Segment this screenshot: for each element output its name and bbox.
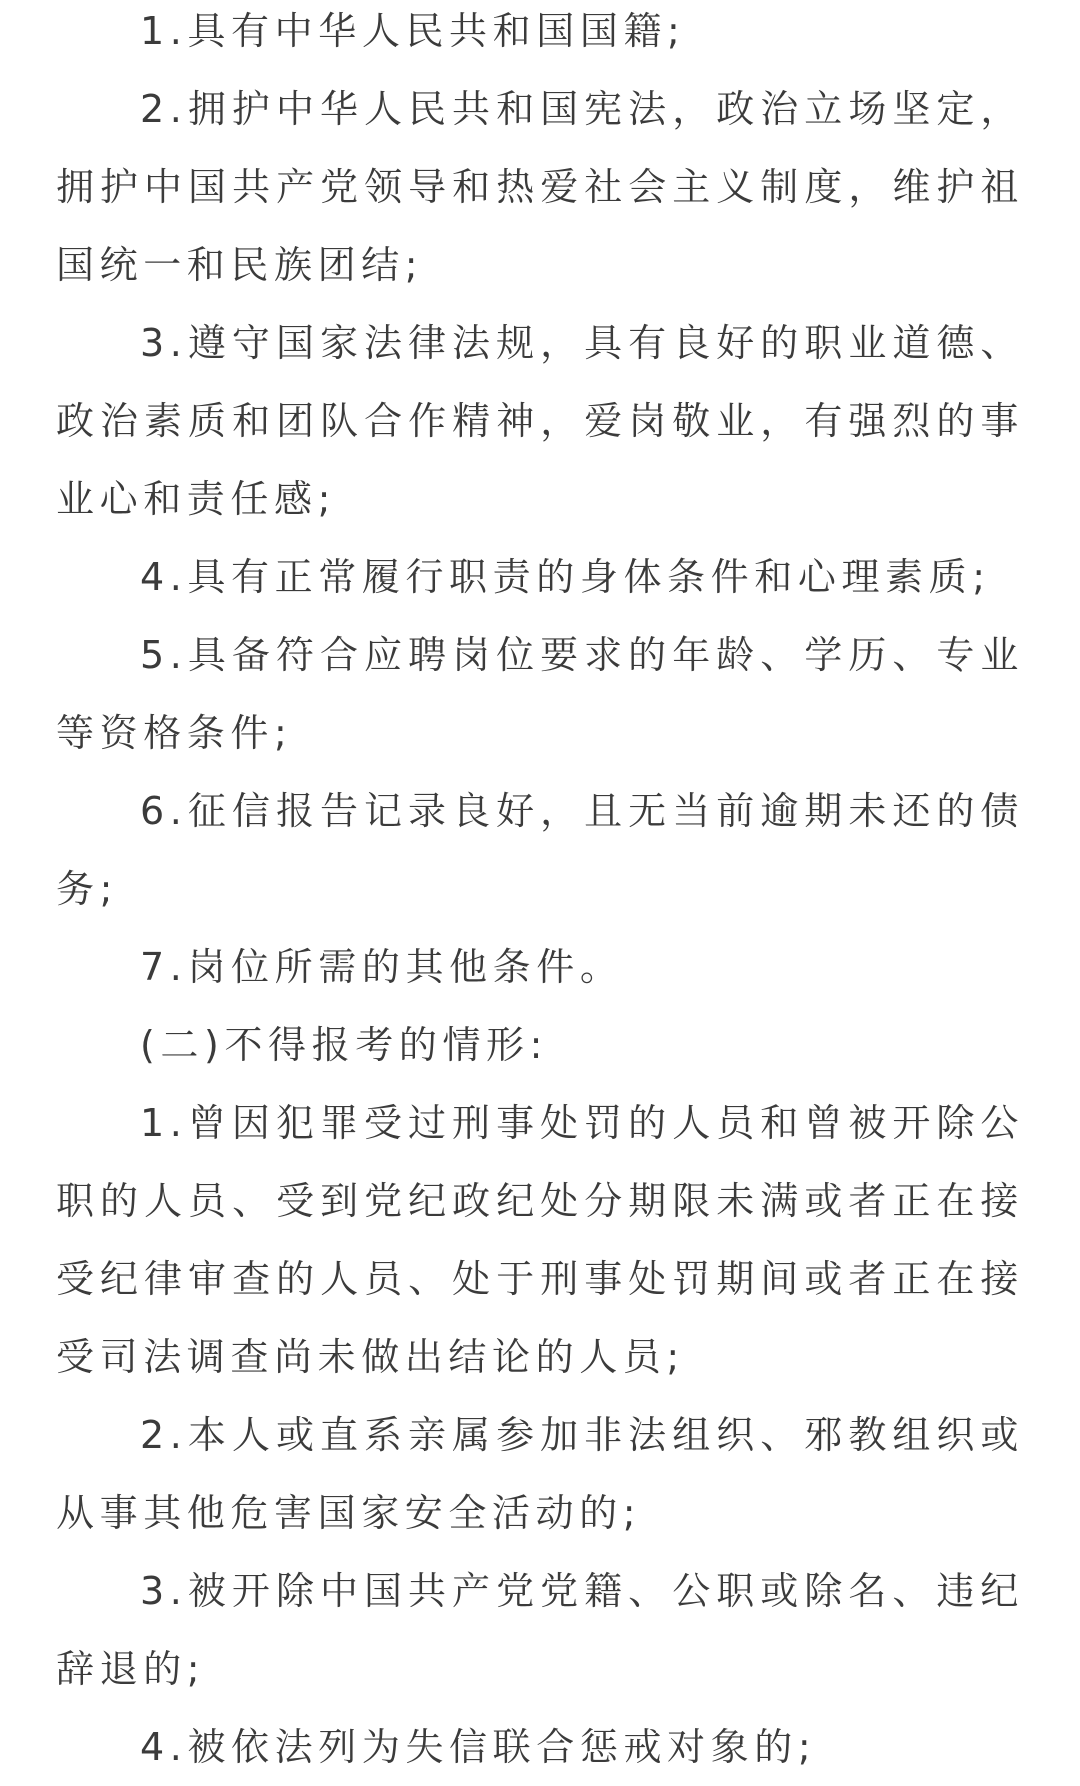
eligibility-item-3: 3.遵守国家法律法规，具有良好的职业道德、政治素质和团队合作精神，爱岗敬业，有强烈的事业心和责任感;	[56, 321, 1024, 521]
eligibility-item-5: 5.具备符合应聘岗位要求的年龄、学历、专业等资格条件;	[56, 633, 1024, 755]
eligibility-item-2: 2.拥护中华人民共和国宪法，政治立场坚定，拥护中国共产党领导和热爱社会主义制度，维护祖国统一和民族团结;	[56, 87, 1024, 287]
exclusion-item-3: 3.被开除中国共产党党籍、公职或除名、违纪辞退的;	[56, 1569, 1024, 1691]
eligibility-item-4: 4.具有正常履行职责的身体条件和心理素质;	[140, 555, 991, 599]
eligibility-item-7: 7.岗位所需的其他条件。	[140, 945, 624, 989]
eligibility-item-1: 1.具有中华人民共和国国籍;	[140, 9, 686, 53]
eligibility-item-6: 6.征信报告记录良好，且无当前逾期未还的债务;	[56, 789, 1024, 911]
exclusion-item-1: 1.曾因犯罪受过刑事处罚的人员和曾被开除公职的人员、受到党纪政纪处分期限未满或者正在接受纪律审查的人员、处于刑事处罚期间或者正在接受司法调查尚未做出结论的人员;	[56, 1101, 1024, 1379]
exclusion-item-2: 2.本人或直系亲属参加非法组织、邪教组织或从事其他危害国家安全活动的;	[56, 1413, 1024, 1535]
article-body	[56, 0, 1024, 1786]
exclusions-heading: (二)不得报考的情形:	[140, 1023, 549, 1067]
exclusion-item-4: 4.被依法列为失信联合惩戒对象的;	[140, 1725, 817, 1769]
